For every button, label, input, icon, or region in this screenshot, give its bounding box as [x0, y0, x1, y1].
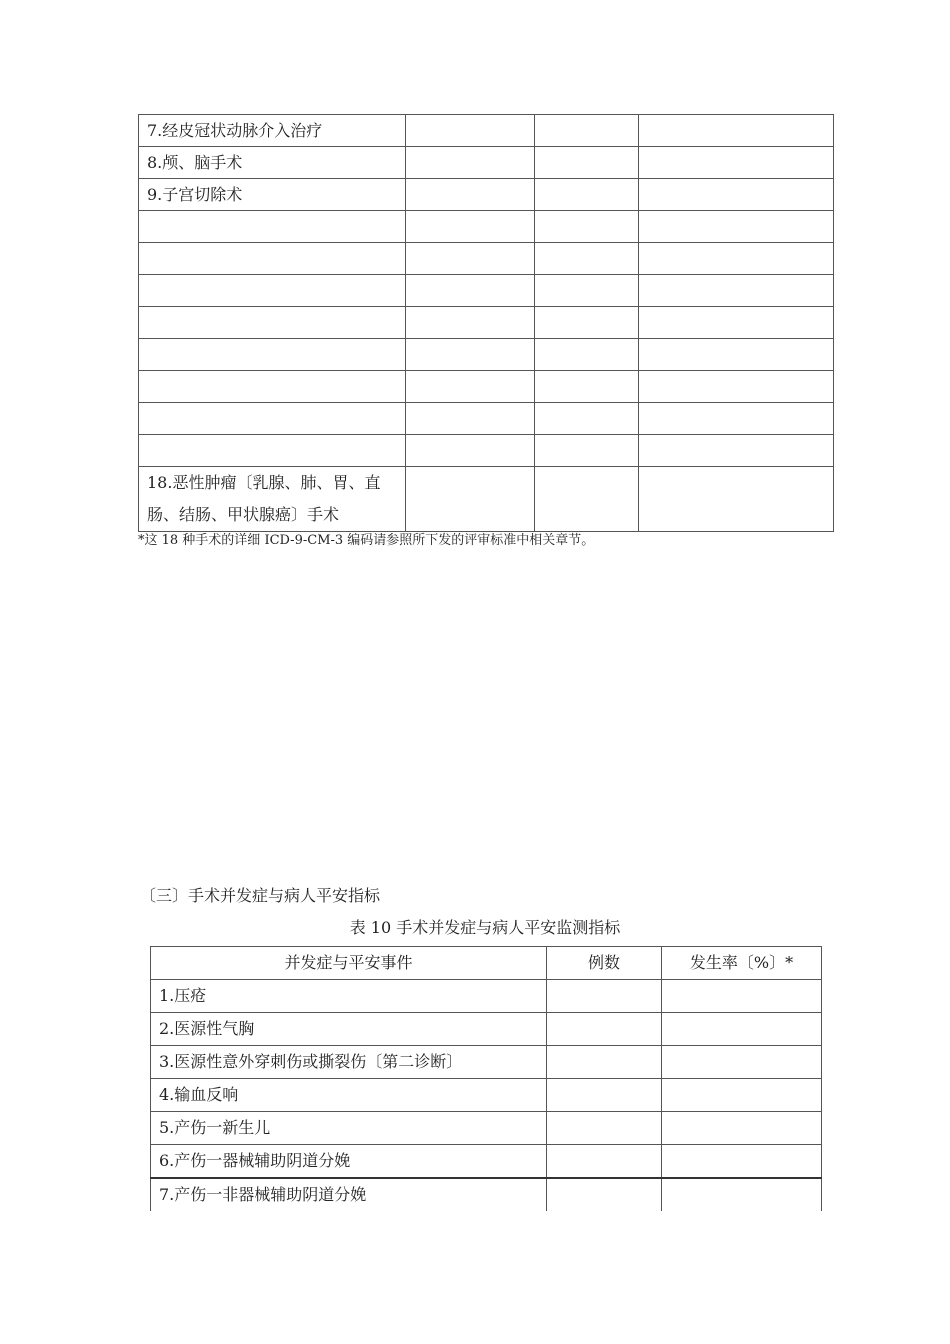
row-label: 5.产伤一新生儿 [151, 1112, 547, 1145]
table-row [151, 1079, 822, 1112]
table-row [151, 1013, 822, 1046]
row-label: 7.经皮冠状动脉介入治疗 [139, 115, 406, 147]
row-label: 4.输血反响 [151, 1079, 547, 1112]
column-header: 例数 [547, 947, 662, 980]
header-row [151, 947, 822, 980]
table-row [139, 243, 834, 275]
table-row [139, 211, 834, 243]
surgery-table [138, 114, 834, 532]
table-row [139, 467, 834, 532]
row-label: 18.恶性肿瘤〔乳腺、肺、胃、直肠、结肠、甲状腺癌〕手术 [139, 467, 406, 532]
table-row [139, 371, 834, 403]
table-row [151, 980, 822, 1013]
column-header: 发生率〔%〕* [662, 947, 822, 980]
row-label: 3.医源性意外穿刺伤或撕裂伤〔第二诊断〕 [151, 1046, 547, 1079]
row-label: 1.压疮 [151, 980, 547, 1013]
table-row [139, 435, 834, 467]
table-row [151, 1145, 822, 1179]
table-row [139, 403, 834, 435]
table-row [139, 275, 834, 307]
table-row [151, 1178, 822, 1211]
row-label: 2.医源性气胸 [151, 1013, 547, 1046]
surgery-table-body [139, 115, 834, 532]
table-row [139, 147, 834, 179]
section-title: 〔三〕手术并发症与病人平安指标 [140, 886, 381, 905]
table-row [139, 115, 834, 147]
table-row [139, 307, 834, 339]
row-label: 7.产伤一非器械辅助阴道分娩 [151, 1178, 547, 1211]
footnote: *这 18 种手术的详细 ICD-9-CM-3 编码请参照所下发的评审标准中相关章节。 [138, 533, 595, 548]
complication-table [150, 946, 822, 1211]
row-label: 8.颅、脑手术 [139, 147, 406, 179]
table-row [151, 1046, 822, 1079]
table-row [139, 339, 834, 371]
table-caption: 表 10 手术并发症与病人平安监测指标 [349, 918, 621, 937]
row-label: 9.子宫切除术 [139, 179, 406, 211]
table-row [139, 179, 834, 211]
table-row [151, 1112, 822, 1145]
column-header: 并发症与平安事件 [151, 947, 547, 980]
row-label: 6.产伤一器械辅助阴道分娩 [151, 1145, 547, 1179]
